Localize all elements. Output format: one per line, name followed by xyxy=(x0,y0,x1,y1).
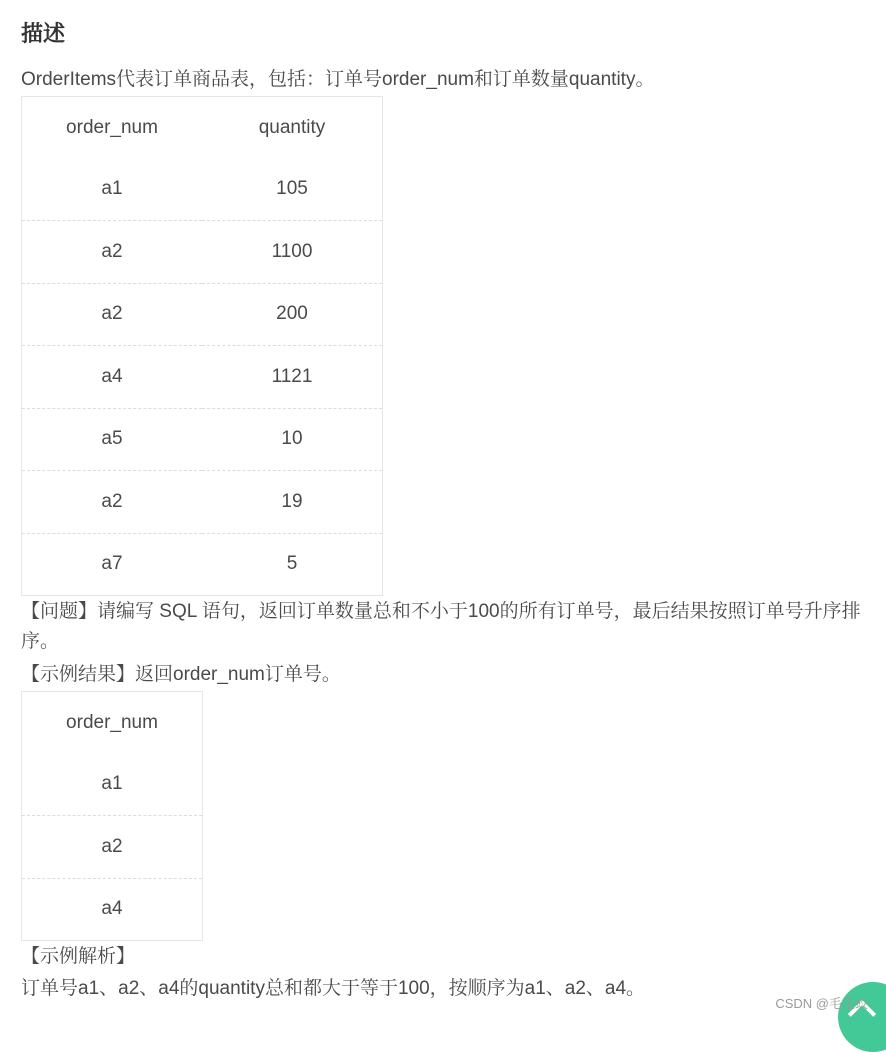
cell-order-num: a1 xyxy=(101,773,123,795)
cell-order-num: a2 xyxy=(22,283,203,346)
cell-order-num: a1 xyxy=(101,178,123,200)
table-row xyxy=(22,346,383,409)
column-header-quantity: quantity xyxy=(258,116,326,138)
example-analysis-text: 订单号a1、a2、a4的quantity总和都大于等于100，按顺序为a1、a2、a4。 xyxy=(21,978,646,999)
column-header-order-num: order_num xyxy=(66,711,158,733)
cell-quantity: 200 xyxy=(202,283,383,346)
cell-quantity: 19 xyxy=(202,471,383,534)
cell-quantity: 105 xyxy=(276,178,308,200)
table-row xyxy=(22,408,383,471)
orderitems-table xyxy=(21,96,383,596)
table-row xyxy=(22,221,383,284)
cell-order-num: a2 xyxy=(22,816,203,879)
cell-quantity: 5 xyxy=(202,533,383,596)
table-header-row xyxy=(22,692,203,754)
cell-order-num: a4 xyxy=(22,878,203,941)
csdn-watermark: CSDN @毛毛蛟 xyxy=(775,996,868,1011)
question-text: 【问题】请编写 SQL 语句，返回订单数量总和不小于100的所有订单号，最后结果按照订单号升序排序。 xyxy=(21,601,861,652)
section-title: 描述 xyxy=(21,21,66,46)
intro-text: OrderItems代表订单商品表，包括：订单号order_num和订单数量quantity。 xyxy=(21,69,655,90)
cell-order-num: a4 xyxy=(22,346,203,409)
table-row xyxy=(22,816,203,879)
cell-order-num: a2 xyxy=(22,471,203,534)
cell-order-num: a5 xyxy=(22,408,203,471)
table-header-row xyxy=(22,97,383,159)
cell-quantity: 1121 xyxy=(202,346,383,409)
table-row xyxy=(22,159,383,221)
table-row xyxy=(22,754,203,816)
cell-quantity: 10 xyxy=(202,408,383,471)
table-row xyxy=(22,533,383,596)
example-result-label: 【示例结果】返回order_num订单号。 xyxy=(21,664,341,685)
cell-order-num: a2 xyxy=(22,221,203,284)
column-header-order-num: order_num xyxy=(66,116,158,138)
example-analysis-label: 【示例解析】 xyxy=(21,946,136,967)
result-table xyxy=(21,691,203,941)
table-row xyxy=(22,471,383,534)
table-row xyxy=(22,283,383,346)
cell-order-num: a7 xyxy=(22,533,203,596)
cell-quantity: 1100 xyxy=(202,221,383,284)
table-row xyxy=(22,878,203,941)
